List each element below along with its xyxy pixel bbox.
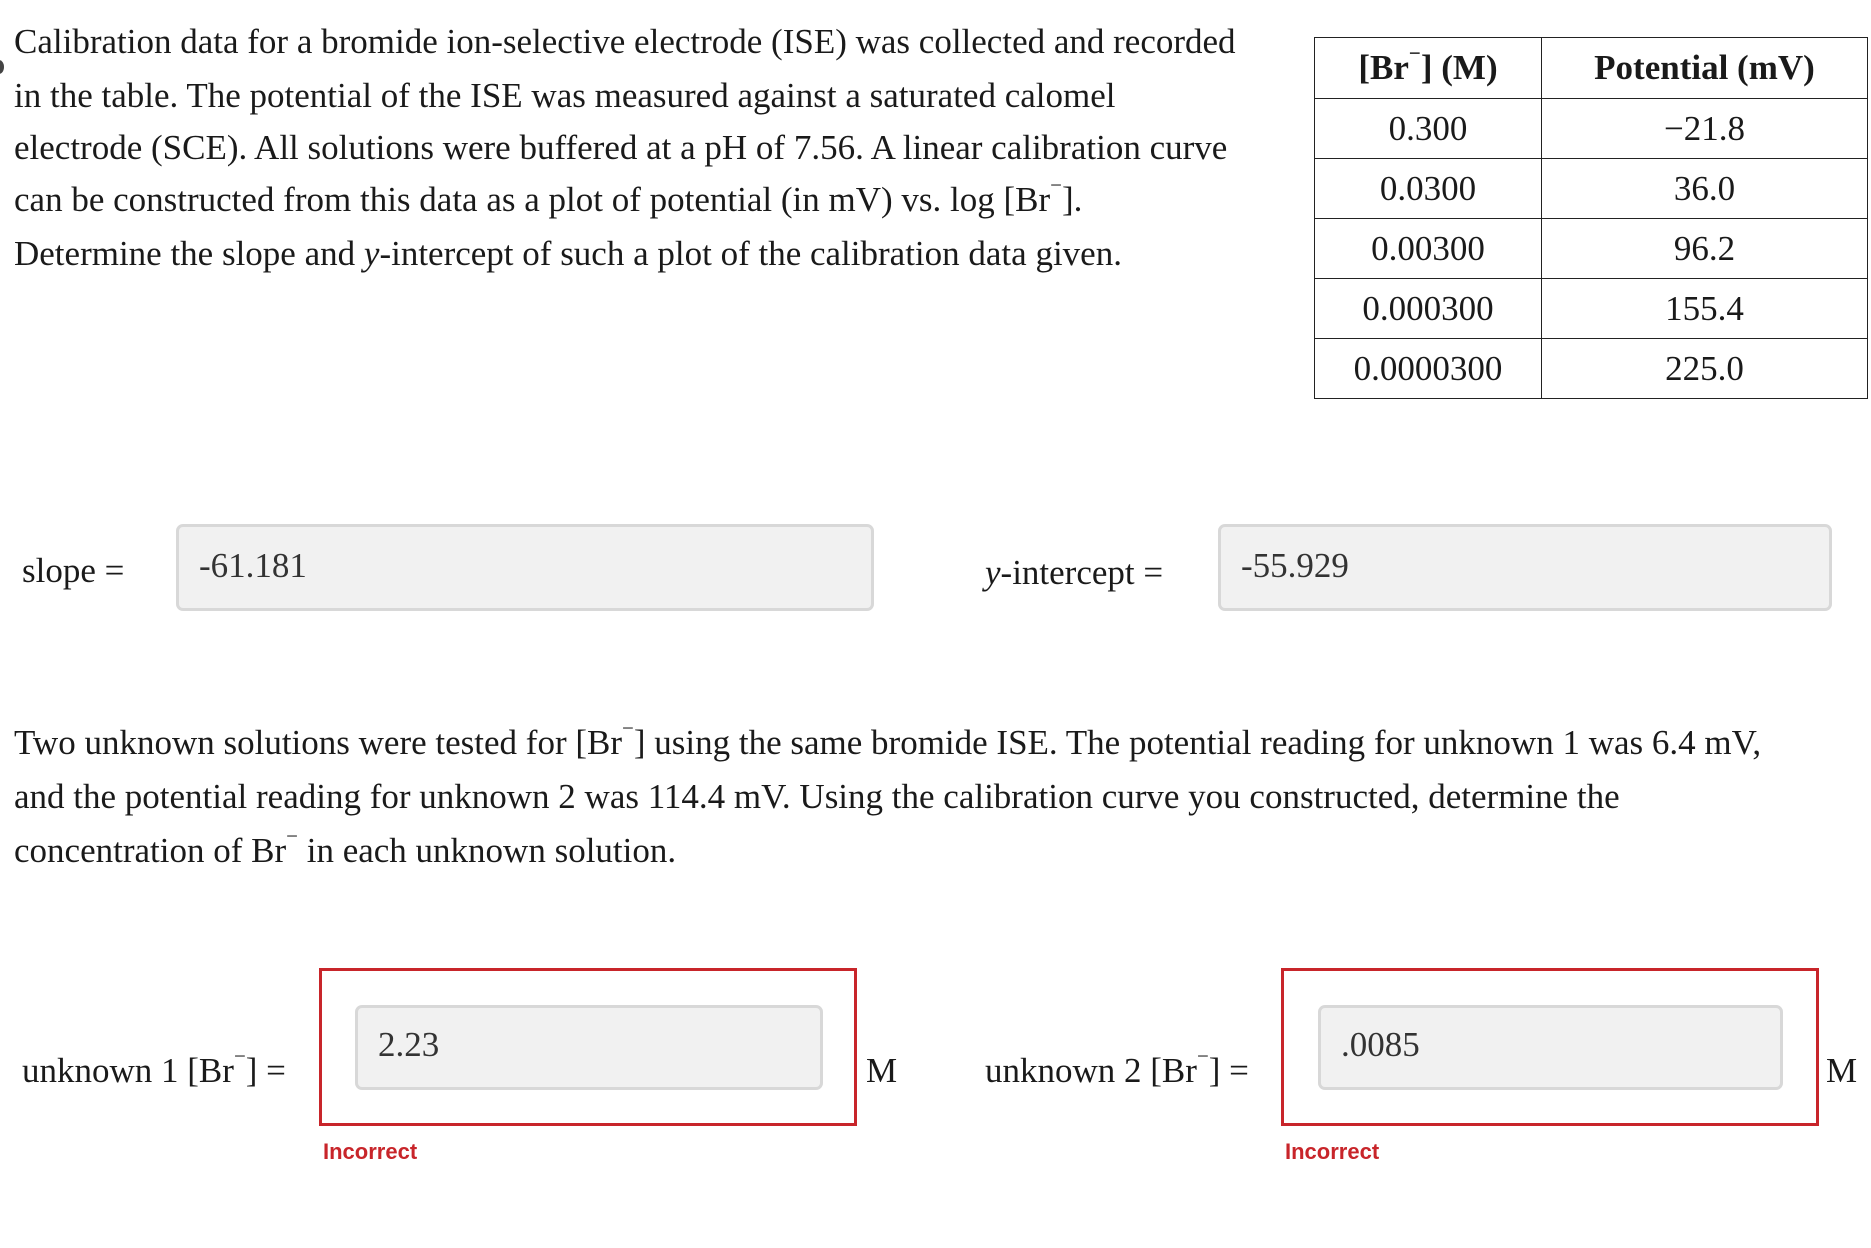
y-variable: y <box>985 553 1001 592</box>
table-cell: 225.0 <box>1542 339 1868 399</box>
column-header-potential: Potential (mV) <box>1542 38 1868 99</box>
paragraph-line: and the potential reading for unknown 2 was 114.4 mV. Using the calibration curve you constructed, determine the <box>14 777 1620 816</box>
unknowns-paragraph <box>14 716 1854 878</box>
table-cell: 96.2 <box>1542 219 1868 279</box>
slope-input[interactable]: -61.181 <box>176 524 874 611</box>
edge-marker <box>0 60 4 74</box>
table-cell: 0.0300 <box>1315 159 1542 219</box>
y-intercept-label-text: -intercept = <box>1000 553 1164 592</box>
intro-line: can be constructed from this data as a plot of potential (in mV) vs. log [Br−]. <box>14 173 1083 219</box>
table-row <box>1315 159 1868 219</box>
unknown2-input[interactable]: .0085 <box>1318 1005 1783 1090</box>
unknown2-label: unknown 2 [Br−] = <box>985 1044 1249 1090</box>
unknown1-input[interactable]: 2.23 <box>355 1005 823 1090</box>
table-row <box>1315 279 1868 339</box>
unknown1-label: unknown 1 [Br−] = <box>22 1044 286 1090</box>
table-header-row <box>1315 38 1868 99</box>
table-cell: 0.00300 <box>1315 219 1542 279</box>
unknown2-unit: M <box>1826 1051 1858 1090</box>
table-row <box>1315 339 1868 399</box>
intro-line: Determine the slope and y-intercept of such a plot of the calibration data given. <box>14 234 1122 273</box>
table-row <box>1315 99 1868 159</box>
intro-line: in the table. The potential of the ISE was measured against a saturated calomel <box>14 76 1116 115</box>
paragraph-line: Two unknown solutions were tested for [Br−] using the same bromide ISE. The potential reading for unknown 1 was 6.4 mV, <box>14 716 1762 762</box>
table-cell: 0.0000300 <box>1315 339 1542 399</box>
question-intro <box>14 16 1274 280</box>
unknown2-status: Incorrect <box>1285 1139 1380 1164</box>
intro-line: Calibration data for a bromide ion-selective electrode (ISE) was collected and recorded <box>14 22 1236 61</box>
column-header-concentration: [Br−] (M) <box>1315 38 1542 99</box>
table-row <box>1315 219 1868 279</box>
table-cell: 155.4 <box>1542 279 1868 339</box>
table-cell: 0.000300 <box>1315 279 1542 339</box>
y-intercept-input[interactable]: -55.929 <box>1218 524 1832 611</box>
table-cell: 0.300 <box>1315 99 1542 159</box>
paragraph-line: concentration of Br− in each unknown solution. <box>14 824 677 870</box>
slope-label: slope = <box>22 551 125 590</box>
y-intercept-label <box>985 553 1163 593</box>
intro-line: electrode (SCE). All solutions were buffered at a pH of 7.56. A linear calibration curve <box>14 128 1228 167</box>
unknown1-unit: M <box>866 1051 898 1090</box>
table-cell: 36.0 <box>1542 159 1868 219</box>
table-cell: −21.8 <box>1542 99 1868 159</box>
calibration-table <box>1314 37 1868 399</box>
unknown1-status: Incorrect <box>323 1139 418 1164</box>
